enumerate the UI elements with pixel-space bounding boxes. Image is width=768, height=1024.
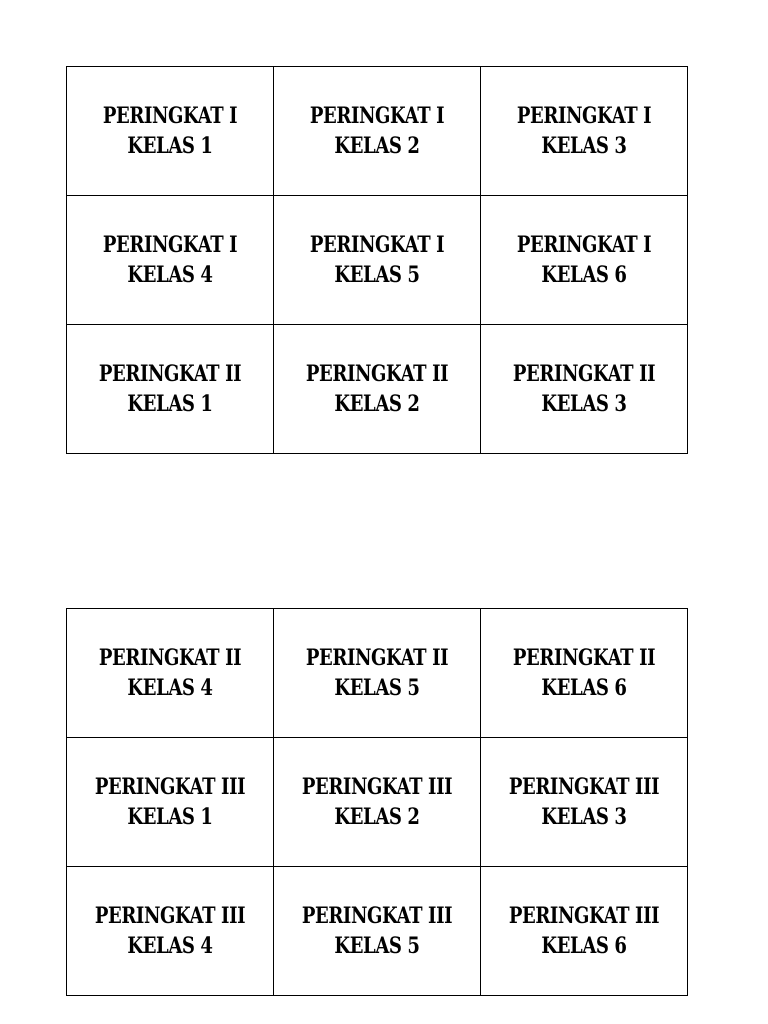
label-cell — [67, 67, 274, 196]
cell-class-text: KELAS 4 — [127, 262, 213, 288]
label-cell — [274, 325, 481, 454]
label-cell — [67, 609, 274, 738]
cell-class-text: KELAS 4 — [127, 675, 213, 701]
cell-rank-text: PERINGKAT II — [98, 361, 242, 387]
cell-class-text: KELAS 3 — [541, 391, 627, 417]
table-row — [67, 196, 688, 325]
cell-class-text: KELAS 3 — [541, 133, 627, 159]
cell-rank-text: PERINGKAT III — [301, 903, 453, 929]
cell-rank-text: PERINGKAT II — [305, 361, 449, 387]
label-cell — [481, 609, 688, 738]
cell-class-text: KELAS 1 — [127, 133, 213, 159]
table-row — [67, 867, 688, 996]
cell-rank-text: PERINGKAT III — [301, 774, 453, 800]
table-row — [67, 325, 688, 454]
label-cell — [67, 738, 274, 867]
table-row — [67, 738, 688, 867]
cell-rank-text: PERINGKAT III — [508, 903, 660, 929]
cell-rank-text: PERINGKAT III — [94, 774, 246, 800]
cell-class-text: KELAS 3 — [541, 804, 627, 830]
label-cell — [274, 609, 481, 738]
cell-rank-text: PERINGKAT II — [305, 645, 449, 671]
cell-rank-text: PERINGKAT III — [94, 903, 246, 929]
table-row — [67, 609, 688, 738]
cell-class-text: KELAS 5 — [334, 675, 420, 701]
label-cell — [274, 196, 481, 325]
label-cell — [274, 867, 481, 996]
cell-class-text: KELAS 1 — [127, 391, 213, 417]
cell-rank-text: PERINGKAT I — [102, 103, 238, 129]
cell-class-text: KELAS 5 — [334, 933, 420, 959]
cell-rank-text: PERINGKAT I — [309, 232, 445, 258]
cell-rank-text: PERINGKAT III — [508, 774, 660, 800]
cell-rank-text: PERINGKAT II — [512, 645, 656, 671]
cell-rank-text: PERINGKAT I — [516, 232, 652, 258]
label-cell — [67, 196, 274, 325]
label-cell — [274, 67, 481, 196]
cell-class-text: KELAS 2 — [334, 804, 420, 830]
cell-class-text: KELAS 1 — [127, 804, 213, 830]
cell-class-text: KELAS 6 — [541, 933, 627, 959]
cell-class-text: KELAS 4 — [127, 933, 213, 959]
label-cell — [481, 325, 688, 454]
label-cell — [274, 738, 481, 867]
label-cell — [481, 67, 688, 196]
cell-class-text: KELAS 5 — [334, 262, 420, 288]
table-row — [67, 67, 688, 196]
label-cell — [481, 867, 688, 996]
cell-rank-text: PERINGKAT I — [102, 232, 238, 258]
label-table-top — [66, 66, 688, 454]
cell-rank-text: PERINGKAT I — [516, 103, 652, 129]
cell-rank-text: PERINGKAT II — [98, 645, 242, 671]
label-cell — [67, 325, 274, 454]
label-cell — [67, 867, 274, 996]
cell-class-text: KELAS 6 — [541, 262, 627, 288]
label-cell — [481, 196, 688, 325]
cell-rank-text: PERINGKAT I — [309, 103, 445, 129]
cell-class-text: KELAS 2 — [334, 133, 420, 159]
label-table-bottom — [66, 608, 688, 996]
cell-rank-text: PERINGKAT II — [512, 361, 656, 387]
label-cell — [481, 738, 688, 867]
cell-class-text: KELAS 2 — [334, 391, 420, 417]
cell-class-text: KELAS 6 — [541, 675, 627, 701]
